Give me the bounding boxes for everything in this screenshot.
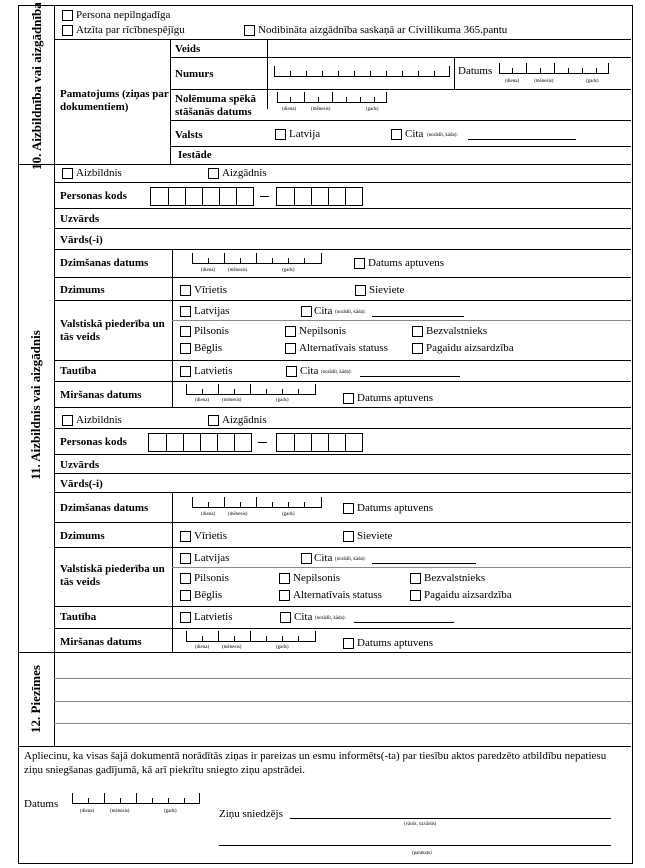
p1-birth-approx-checkbox[interactable] xyxy=(354,258,365,269)
p1-noncitizen-label: Nepilsonis xyxy=(299,325,347,337)
country-latvia-label: Latvija xyxy=(289,128,321,140)
p2-birth-field[interactable] xyxy=(192,497,322,508)
p2-code-part2[interactable] xyxy=(276,433,363,452)
p2-death-approx-checkbox[interactable] xyxy=(343,638,354,649)
p1-guardian-checkbox[interactable] xyxy=(62,168,73,179)
p1-surname-label: Uzvārds xyxy=(60,213,100,225)
p2-temp-protection-checkbox[interactable] xyxy=(410,590,421,601)
p2-temp-protection-label: Pagaidu aizsardzība xyxy=(424,589,512,601)
footer-date-month-hint: (mēnesis) xyxy=(110,809,130,814)
p1-alt-status-label: Alternatīvais statuss xyxy=(299,342,388,354)
provider-label: Ziņu sniedzējs xyxy=(219,808,283,820)
provider-signature-field[interactable] xyxy=(219,845,611,846)
p1-birth-month-hint: (mēnesis) xyxy=(228,268,248,273)
p2-death-approx-label: Datums aptuvens xyxy=(357,637,434,649)
p1-name-label: Vārds(-i) xyxy=(60,234,103,246)
p2-citizenship-label: Valstiskā piederība un tās veids xyxy=(60,563,165,588)
p1-stateless-checkbox[interactable] xyxy=(412,326,423,337)
p1-stateless-label: Bezvalstnieks xyxy=(426,325,488,337)
p2-citizen-label: Pilsonis xyxy=(194,572,229,584)
p1-trustee-checkbox[interactable] xyxy=(208,168,219,179)
p1-cit-latvia-checkbox[interactable] xyxy=(180,306,191,317)
effective-date-label: Nolēmuma spēkā stāšanās datums xyxy=(175,93,256,118)
section-10-heading: 10. Aizbildnība vai aizgādnība xyxy=(29,2,44,170)
p2-birth-approx-label: Datums aptuvens xyxy=(357,502,434,514)
footer-date-day-hint: (diena) xyxy=(80,809,95,814)
doc-date-year-hint: (gads) xyxy=(586,79,599,84)
p2-death-month-hint: (mēnesis) xyxy=(222,645,242,650)
footer-date-year-hint: (gads) xyxy=(164,809,177,814)
p1-code-part1[interactable] xyxy=(150,187,254,206)
civil-code-label: Nodibināta aizgādnība saskaņā ar Civillikuma 365.pantu xyxy=(258,24,508,36)
p1-birth-day-hint: (diena) xyxy=(201,268,216,273)
incapable-label: Atzīta par rīcībnespējīgu xyxy=(76,24,185,36)
country-other-label: Cita xyxy=(405,128,424,140)
p2-code-part1[interactable] xyxy=(148,433,252,452)
p1-death-approx-checkbox[interactable] xyxy=(343,393,354,404)
p2-surname-label: Uzvārds xyxy=(60,459,100,471)
number-field[interactable] xyxy=(274,66,450,77)
p2-birth-approx-checkbox[interactable] xyxy=(343,503,354,514)
p2-alt-status-checkbox[interactable] xyxy=(279,590,290,601)
p2-female-checkbox[interactable] xyxy=(343,531,354,542)
p1-birth-year-hint: (gads) xyxy=(282,268,295,273)
p2-guardian-checkbox[interactable] xyxy=(62,415,73,426)
civil-code-checkbox[interactable] xyxy=(244,25,255,36)
p2-cit-other-label: Cita xyxy=(314,552,333,564)
p2-latvian-checkbox[interactable] xyxy=(180,612,191,623)
provider-name-hint: (vārds, uzvārds) xyxy=(404,822,437,827)
p2-death-year-hint: (gads) xyxy=(276,645,289,650)
p1-noncitizen-checkbox[interactable] xyxy=(285,326,296,337)
effective-date-day-hint: (diena) xyxy=(282,107,297,112)
p2-refugee-label: Bēglis xyxy=(194,589,223,601)
basis-label: Pamatojums (ziņas par dokumentiem) xyxy=(60,88,169,113)
p2-birth-month-hint: (mēnesis) xyxy=(228,512,248,517)
p2-death-label: Miršanas datums xyxy=(60,636,142,648)
p2-trustee-checkbox[interactable] xyxy=(208,415,219,426)
p2-name-label: Vārds(-i) xyxy=(60,478,103,490)
p2-male-label: Vīrietis xyxy=(194,530,227,542)
p2-nationality-label: Tautība xyxy=(60,611,97,623)
country-label: Valsts xyxy=(175,129,203,141)
p1-death-month-hint: (mēnesis) xyxy=(222,398,242,403)
p2-guardian-label: Aizbildnis xyxy=(76,414,122,426)
minor-checkbox[interactable] xyxy=(62,10,73,21)
p2-nat-other-checkbox[interactable] xyxy=(280,612,291,623)
country-other-hint: (norādīt, kāda): xyxy=(427,133,458,138)
p1-birth-field[interactable] xyxy=(192,253,322,264)
p1-citizen-label: Pilsonis xyxy=(194,325,229,337)
p1-citizen-checkbox[interactable] xyxy=(180,326,191,337)
p2-birth-day-hint: (diena) xyxy=(201,512,216,517)
p1-nat-other-hint: (norādīt, kāda): xyxy=(321,370,352,375)
institution-label: Iestāde xyxy=(178,149,212,161)
p1-cit-other-field[interactable] xyxy=(372,316,464,317)
p1-death-field[interactable] xyxy=(186,384,316,395)
p2-cit-other-field[interactable] xyxy=(372,563,476,564)
incapable-checkbox[interactable] xyxy=(62,25,73,36)
provider-name-field[interactable] xyxy=(290,818,611,819)
p1-female-label: Sieviete xyxy=(369,284,405,296)
notes-line-1[interactable] xyxy=(54,678,631,679)
p1-gender-label: Dzimums xyxy=(60,284,105,296)
p2-noncitizen-checkbox[interactable] xyxy=(279,573,290,584)
p1-death-approx-label: Datums aptuvens xyxy=(357,392,434,404)
p2-trustee-label: Aizgādnis xyxy=(222,414,267,426)
p1-refugee-label: Bēglis xyxy=(194,342,223,354)
p1-temp-protection-label: Pagaidu aizsardzība xyxy=(426,342,514,354)
p2-birth-label: Dzimšanas datums xyxy=(60,502,149,514)
p1-death-label: Miršanas datums xyxy=(60,389,142,401)
p2-birth-year-hint: (gads) xyxy=(282,512,295,517)
p1-male-label: Vīrietis xyxy=(194,284,227,296)
p2-stateless-label: Bezvalstnieks xyxy=(424,572,486,584)
p1-cit-other-label: Cita xyxy=(314,305,333,317)
p2-cit-latvia-label: Latvijas xyxy=(194,552,230,564)
p1-latvian-checkbox[interactable] xyxy=(180,366,191,377)
p2-death-field[interactable] xyxy=(186,631,316,642)
doc-date-label: Datums xyxy=(458,65,493,77)
p2-nat-other-hint: (norādīt, kāda): xyxy=(315,616,346,621)
doc-date-field[interactable] xyxy=(499,63,609,74)
notes-line-3[interactable] xyxy=(54,723,631,724)
p2-nat-other-field[interactable] xyxy=(354,622,454,623)
p2-death-day-hint: (diena) xyxy=(195,645,210,650)
type-label: Veids xyxy=(175,43,201,55)
p1-death-day-hint: (diena) xyxy=(195,398,210,403)
p2-citizen-checkbox[interactable] xyxy=(180,573,191,584)
notes-line-2[interactable] xyxy=(54,701,631,702)
p1-code-part2[interactable] xyxy=(276,187,363,206)
p2-stateless-checkbox[interactable] xyxy=(410,573,421,584)
p2-female-label: Sieviete xyxy=(357,530,393,542)
p1-nat-other-label: Cita xyxy=(300,365,319,377)
minor-label: Persona nepilngadīga xyxy=(76,9,171,21)
p2-nat-other-label: Cita xyxy=(294,611,313,623)
doc-date-day-hint: (diena) xyxy=(505,79,520,84)
p2-latvian-label: Latvietis xyxy=(194,611,233,623)
p1-alt-status-checkbox[interactable] xyxy=(285,343,296,354)
section-12-heading: 12. Piezīmes xyxy=(28,665,43,733)
footer-date-label: Datums xyxy=(24,798,59,810)
p1-cit-other-hint: (norādīt, kāda): xyxy=(335,310,366,315)
p1-guardian-label: Aizbildnis xyxy=(76,167,122,179)
effective-date-month-hint: (mēnesis) xyxy=(311,107,331,112)
p1-female-checkbox[interactable] xyxy=(355,285,366,296)
p2-refugee-checkbox[interactable] xyxy=(180,590,191,601)
p1-code-label: Personas kods xyxy=(60,190,127,202)
country-other-checkbox[interactable] xyxy=(391,129,402,140)
country-latvia-checkbox[interactable] xyxy=(275,129,286,140)
p1-nat-other-field[interactable] xyxy=(360,376,460,377)
p1-nationality-label: Tautība xyxy=(60,365,97,377)
p2-alt-status-label: Alternatīvais statuss xyxy=(293,589,382,601)
p2-male-checkbox[interactable] xyxy=(180,531,191,542)
p1-cit-latvia-label: Latvijas xyxy=(194,305,230,317)
p1-latvian-label: Latvietis xyxy=(194,365,233,377)
number-label: Numurs xyxy=(175,68,214,80)
p2-cit-latvia-checkbox[interactable] xyxy=(180,553,191,564)
country-other-field[interactable] xyxy=(468,139,576,140)
p1-refugee-checkbox[interactable] xyxy=(180,343,191,354)
p1-citizenship-label: Valstiskā piederība un tās veids xyxy=(60,318,165,343)
p1-male-checkbox[interactable] xyxy=(180,285,191,296)
section-11-heading: 11. Aizbildnis vai aizgādnis xyxy=(28,330,43,480)
p2-cit-other-checkbox[interactable] xyxy=(301,553,312,564)
p1-trustee-label: Aizgādnis xyxy=(222,167,267,179)
p2-gender-label: Dzimums xyxy=(60,530,105,542)
p1-birth-label: Dzimšanas datums xyxy=(60,257,149,269)
effective-date-field[interactable] xyxy=(277,92,387,103)
p2-noncitizen-label: Nepilsonis xyxy=(293,572,341,584)
p1-birth-approx-label: Datums aptuvens xyxy=(368,257,445,269)
declaration-text: Apliecinu, ka visas šajā dokumentā norādītās ziņas ir pareizas un esmu informēts(-ta) par tiesību aktos paredzēto atbildību nepatiesu ziņu sniegšanas gadījumā, kā arī piekrītu sniegto ziņu apstrādei. xyxy=(24,750,607,776)
p2-cit-other-hint: (norādīt, kāda): xyxy=(335,557,366,562)
p1-temp-protection-checkbox[interactable] xyxy=(412,343,423,354)
p1-cit-other-checkbox[interactable] xyxy=(301,306,312,317)
footer-date-field[interactable] xyxy=(72,793,200,804)
doc-date-month-hint: (mēnesis) xyxy=(534,79,554,84)
p1-death-year-hint: (gads) xyxy=(276,398,289,403)
p2-code-label: Personas kods xyxy=(60,436,127,448)
provider-signature-hint: (paraksts) xyxy=(412,851,432,856)
effective-date-year-hint: (gads) xyxy=(366,107,379,112)
p1-nat-other-checkbox[interactable] xyxy=(286,366,297,377)
